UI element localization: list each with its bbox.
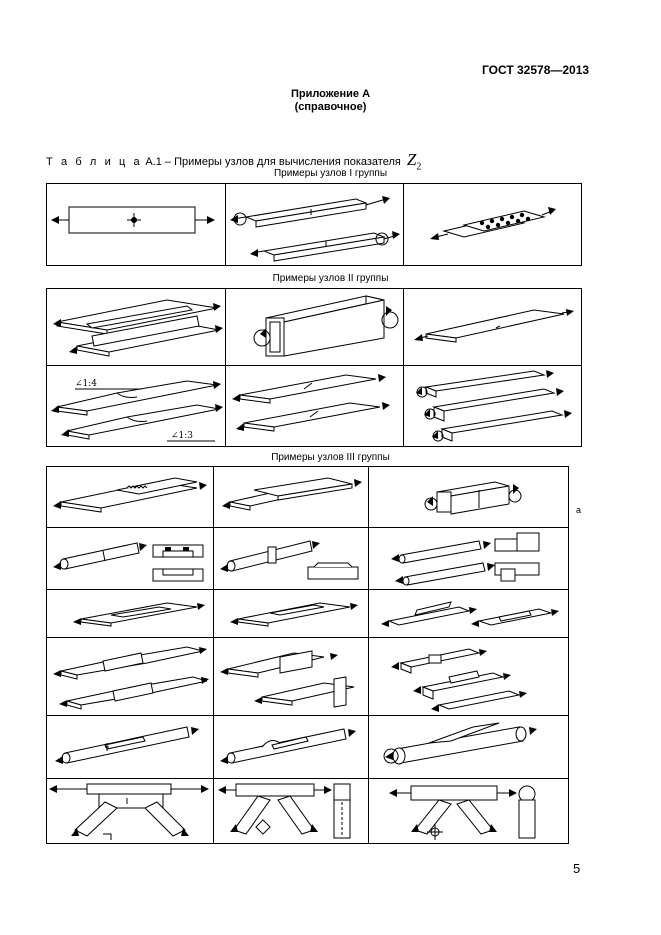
cover-plate-end-drawing [47, 468, 213, 527]
slope-transition-plates-drawing [47, 367, 225, 446]
group-2-cell-1 [47, 289, 226, 366]
slope-label-1-3: ∠1:3 [171, 430, 194, 441]
pipe-ring-weld-drawing [214, 529, 368, 589]
table-description: Примеры узлов для вычисления показателя [174, 156, 401, 168]
group-3-cell-3 [369, 467, 569, 528]
group-3-cell-13 [47, 716, 214, 779]
group-1-table [46, 183, 582, 266]
group-3-cell-15 [369, 716, 569, 779]
table-number: А.1 [145, 156, 162, 168]
group-3-cell-11 [214, 638, 369, 716]
group-1-cell-2 [226, 184, 404, 266]
group-3-cell-7 [47, 590, 214, 638]
group-3-table [46, 466, 569, 844]
page-number: 5 [573, 861, 581, 876]
group-3-cell-10 [47, 638, 214, 716]
appendix-title: Приложение А [290, 88, 371, 100]
group-3-title: Примеры узлов III группы [271, 452, 390, 463]
plate-butt-joint-drawing [404, 290, 581, 365]
pipe-joints-sections-drawing [369, 529, 568, 589]
pipe-gusset-drawing [369, 717, 568, 778]
group-1-title: Примеры узлов I группы [273, 168, 388, 179]
slope-label-1-4: ∠1:4 [75, 378, 98, 389]
group-3-cell-14 [214, 716, 369, 779]
angle-stiffener-plate-drawing [47, 290, 225, 365]
group-3-cell-9 [369, 590, 569, 638]
group-3-cell-12 [369, 638, 569, 716]
group-3-cell-1 [47, 467, 214, 528]
standard-number: ГОСТ 32578—2013 [482, 63, 590, 77]
pipe-longitudinal-attachment-drawing [47, 717, 213, 778]
group-3-cell-17 [214, 779, 369, 844]
table-label: Т а б л и ц а [46, 156, 143, 168]
square-tube-butt-drawing [369, 468, 568, 527]
appendix-subtitle: (справочное) [294, 101, 367, 113]
lap-plate-joint-drawing [214, 468, 368, 527]
gusset-plates-drawing [47, 639, 213, 715]
group-2-cell-6 [404, 366, 582, 447]
group-2-cell-3 [404, 289, 582, 366]
group-3-cell-5 [214, 528, 369, 590]
group-3-cell-16 [47, 779, 214, 844]
box-channel-joints-drawing [404, 367, 581, 446]
indicator-symbol: $Z_2$ [406, 150, 422, 173]
group-3-cell-18 [369, 779, 569, 844]
group-2-cell-2 [226, 289, 404, 366]
truss-node-plate-drawing [47, 780, 213, 843]
group-3-cell-8 [214, 590, 369, 638]
group-2-table [46, 288, 582, 447]
round-pipe-backing-drawing [47, 529, 213, 589]
longitudinal-plate-on-plate-drawing [369, 591, 568, 637]
l-bracket-plates-drawing [214, 639, 368, 715]
group-3-cell-4 [47, 528, 214, 590]
table-dash: – [164, 156, 172, 168]
plate-attachment-side-drawing [214, 591, 368, 637]
channel-beam-joints-drawing [369, 639, 568, 715]
double-butt-plates-drawing [226, 367, 403, 446]
group-1-cell-1 [47, 184, 226, 266]
group-3-cell-6 [369, 528, 569, 590]
group-2-title: Примеры узлов II группы [272, 273, 389, 284]
truss-node-round-drawing [369, 780, 568, 843]
table-note-mark: а [576, 505, 582, 515]
truss-node-tube-drawing [214, 780, 368, 843]
pipe-fillet-attachment-drawing [214, 717, 368, 778]
riveted-lap-joint-drawing [404, 185, 581, 265]
rectangular-tube-drawing [226, 290, 403, 365]
strip-butt-joint-drawing [47, 185, 225, 265]
plate-attachment-top-drawing [47, 591, 213, 637]
group-2-cell-5 [226, 366, 404, 447]
appendix-heading [0, 88, 661, 114]
double-channel-joint-drawing [226, 185, 403, 265]
group-2-cell-4 [47, 366, 226, 447]
group-3-cell-2 [214, 467, 369, 528]
group-1-cell-3 [404, 184, 582, 266]
